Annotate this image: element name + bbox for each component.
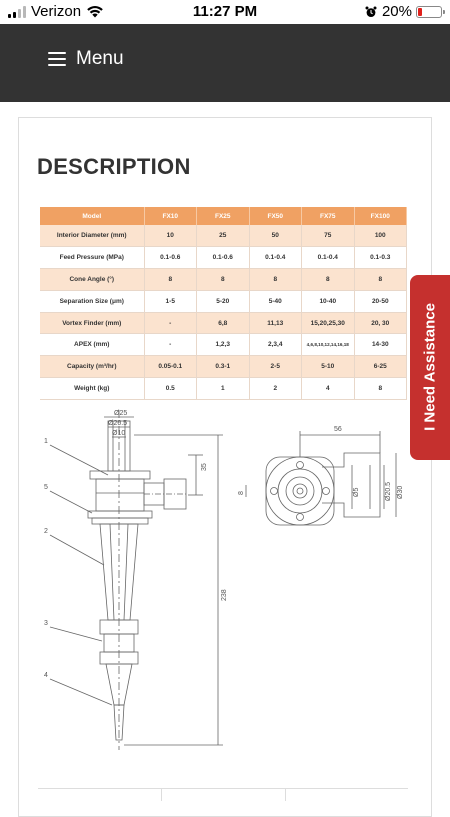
table-cell: 6-25 [354,356,407,378]
table-cell: 0.1-0.6 [197,247,250,269]
battery-icon [416,6,442,18]
assistance-button[interactable] [410,275,450,460]
hydrocyclone-technical-drawing [38,405,418,750]
table-header-cell: FX10 [144,207,197,225]
clock: 11:27 PM [192,3,258,20]
table-cell: Separation Size (μm) [40,290,144,312]
table-cell: 0.5 [144,378,197,400]
dim-label: Ø10 [112,430,126,437]
table-cell: 8 [144,269,197,291]
page-title: DESCRIPTION [37,154,191,179]
table-cell: 8 [354,378,407,400]
carrier-label: Verizon [31,3,82,20]
table-cell: 25 [197,225,250,247]
table-cell: 14-30 [354,334,407,356]
table-cell: 20, 30 [354,312,407,334]
dim-label: Ø20.5 [385,481,392,501]
table-cell: 0.1-0.6 [144,247,197,269]
site-header [0,24,450,102]
table-row [40,247,407,269]
hamburger-icon [48,52,66,66]
table-cell: 1 [197,378,250,400]
table-cell: APEX (mm) [40,334,144,356]
dim-label: Ø20.5 [108,420,128,427]
dim-label: Ø25 [114,410,128,417]
table-cell: Cone Angle (°) [40,269,144,291]
table-header-cell: FX75 [302,207,355,225]
table-cell: Weight (kg) [40,378,144,400]
table-cell: 20-50 [354,290,407,312]
table-header-row [40,207,407,225]
battery-percent: 20% [381,3,412,20]
part-label: 3 [44,620,48,627]
dim-label: Ø30 [397,485,404,499]
dim-label: 8 [238,491,245,495]
bottom-table-preview [38,788,408,800]
table-cell: 4 [302,378,355,400]
menu-label: Menu [76,48,124,69]
table-cell: Capacity (m³/hr) [40,356,144,378]
table-row [40,290,407,312]
table-cell: 0.05-0.1 [144,356,197,378]
part-label: 4 [44,672,48,679]
table-cell: 10 [144,225,197,247]
table-row [40,312,407,334]
table-header-cell: FX25 [197,207,250,225]
table-row [40,225,407,247]
assistance-label: I Need Assistance [421,303,439,431]
spec-table [40,207,407,400]
table-cell: 2 [249,378,302,400]
alarm-icon [365,6,377,18]
table-header-cell: FX50 [249,207,302,225]
table-cell: 8 [197,269,250,291]
table-cell: 11,13 [249,312,302,334]
table-cell: 6,8 [197,312,250,334]
preview-cell [162,789,286,801]
table-cell: 0.3-1 [197,356,250,378]
table-row [40,334,407,356]
status-bar [0,0,450,24]
table-cell: 0.1-0.3 [354,247,407,269]
part-label: 5 [44,484,48,491]
table-cell: 8 [302,269,355,291]
table-cell: 8 [354,269,407,291]
table-cell: 4,6,8,10,12,14,16,18 [302,334,355,356]
table-cell: 50 [249,225,302,247]
table-cell: 8 [249,269,302,291]
table-cell: 2-5 [249,356,302,378]
menu-button[interactable] [48,48,124,70]
dim-label: Ø5 [353,487,360,497]
table-cell: 1,2,3 [197,334,250,356]
table-row [40,269,407,291]
table-cell: 5-10 [302,356,355,378]
table-row [40,378,407,400]
table-cell: 15,20,25,30 [302,312,355,334]
table-cell: - [144,312,197,334]
part-label: 1 [44,438,48,445]
table-cell: 0.1-0.4 [249,247,302,269]
table-header-cell: FX100 [354,207,407,225]
dim-label: 35 [201,463,208,471]
table-cell: 100 [354,225,407,247]
table-cell: 10-40 [302,290,355,312]
dim-label: 238 [221,589,228,601]
table-cell: Vortex Finder (mm) [40,312,144,334]
table-cell: 5-20 [197,290,250,312]
preview-cell [38,789,162,801]
table-cell: 1-5 [144,290,197,312]
table-cell: Interior Diameter (mm) [40,225,144,247]
status-right [365,3,442,20]
table-cell: 5-40 [249,290,302,312]
table-header-cell: Model [40,207,144,225]
table-cell: 0.1-0.4 [302,247,355,269]
table-cell: - [144,334,197,356]
table-cell: 75 [302,225,355,247]
table-cell: Feed Pressure (MPa) [40,247,144,269]
table-row [40,356,407,378]
drawing-labels [44,410,404,679]
table-cell: 2,3,4 [249,334,302,356]
dim-label: 56 [334,426,342,433]
part-label: 2 [44,528,48,535]
